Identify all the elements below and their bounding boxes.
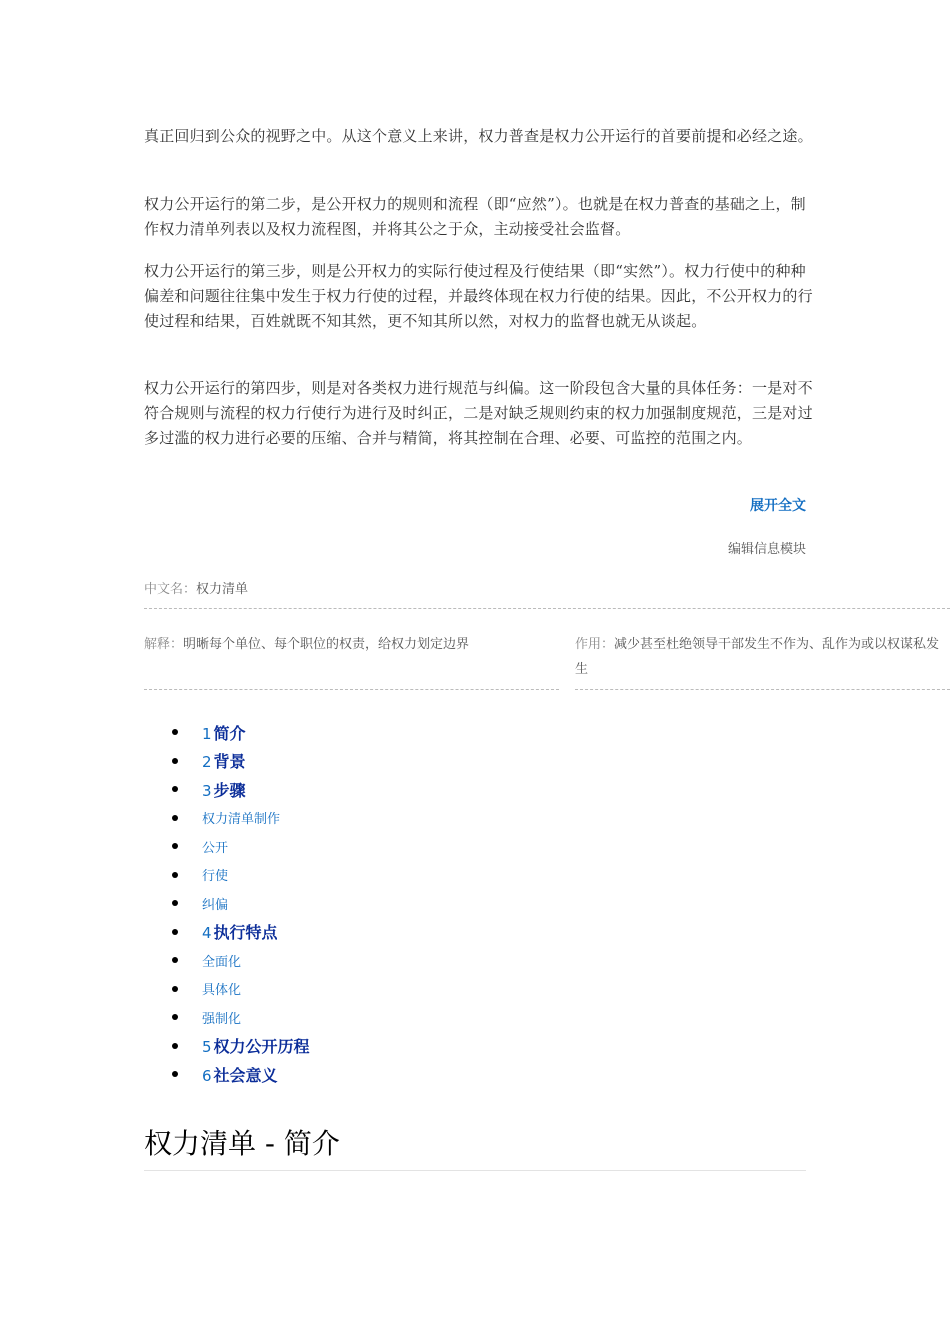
- toc-link[interactable]: [202, 979, 241, 998]
- info-function-label: 作用：: [575, 637, 615, 652]
- toc-item: [172, 747, 310, 776]
- info-chinese-name-label: 中文名：: [144, 582, 197, 597]
- toc-number: 2: [202, 753, 212, 772]
- toc-number: 5: [202, 1038, 212, 1057]
- info-chinese-name-value: 权力清单: [196, 582, 249, 597]
- edit-info-module-link[interactable]: 编辑信息模块: [727, 542, 806, 557]
- toc-item: [172, 832, 310, 861]
- toc-number: 4: [202, 924, 212, 943]
- toc-link[interactable]: [202, 808, 280, 827]
- toc-item: [172, 975, 310, 1004]
- toc-label: 具体化: [202, 983, 242, 999]
- toc-link[interactable]: [202, 1008, 241, 1027]
- toc-item: [172, 718, 310, 747]
- toc-label: 全面化: [202, 954, 242, 970]
- info-divider: [144, 608, 950, 609]
- paragraph-2: 权力公开运行的第二步，是公开权力的规则和流程（即“应然”）。也就是在权力普查的基础之上，制作权力清单列表以及权力流程图，并将其公之于众，主动接受社会监督。: [144, 195, 806, 238]
- table-of-contents: [172, 718, 310, 1089]
- toc-label: 简介: [213, 723, 246, 743]
- info-divider: [144, 689, 559, 690]
- toc-label: 执行特点: [213, 923, 278, 943]
- toc-link[interactable]: [202, 778, 246, 801]
- toc-link[interactable]: [202, 721, 246, 744]
- section-title: 权力清单 - 简介: [144, 1127, 340, 1160]
- info-explanation-value: 明晰每个单位、每个职位的权责，给权力划定边界: [183, 637, 470, 652]
- toc-item: [172, 1032, 310, 1061]
- toc-number: 3: [202, 781, 212, 800]
- toc-item: [172, 918, 310, 947]
- toc-item: [172, 946, 310, 975]
- toc-link[interactable]: [202, 1063, 278, 1086]
- toc-label: 权力清单制作: [202, 812, 281, 828]
- toc-label: 纠偏: [202, 897, 229, 913]
- info-explanation: [144, 632, 559, 657]
- info-chinese-name: [144, 577, 248, 602]
- toc-link[interactable]: [202, 920, 278, 943]
- paragraph-3: 权力公开运行的第三步，则是公开权力的实际行使过程及行使结果（即“实然”）。权力行使中的种种偏差和问题往往集中发生于权力行使的过程，并最终体现在权力行使的结果。因此，不公开权力的行使过程和结果，百姓就既不知其然，更不知其所以然，对权力的监督也就无从谈起。: [144, 262, 813, 330]
- toc-label: 社会意义: [213, 1065, 278, 1085]
- toc-link[interactable]: [202, 951, 241, 970]
- toc-item: [172, 804, 310, 833]
- section-divider: [144, 1170, 806, 1171]
- toc-number: 6: [202, 1066, 212, 1085]
- info-function-value: 减少甚至杜绝领导干部发生不作为、乱作为或以权谋私发生: [575, 637, 940, 677]
- toc-label: 行使: [202, 869, 229, 885]
- toc-number: 1: [202, 724, 212, 743]
- info-function: [575, 632, 950, 682]
- toc-link[interactable]: [202, 749, 246, 772]
- paragraph-4: 权力公开运行的第四步，则是对各类权力进行规范与纠偏。这一阶段包含大量的具体任务：一是对不符合规则与流程的权力行使行为进行及时纠正，二是对缺乏规则约束的权力加强制度规范，三是对过多过滥的权力进行必要的压缩、合并与精简，将其控制在合理、必要、可监控的范围之内。: [144, 379, 813, 447]
- toc-label: 步骤: [213, 780, 246, 800]
- toc-item: [172, 889, 310, 918]
- toc-link[interactable]: [202, 865, 228, 884]
- toc-item: [172, 861, 310, 890]
- toc-item: [172, 1003, 310, 1032]
- info-explanation-label: 解释：: [144, 637, 184, 652]
- paragraph-1: 真正回归到公众的视野之中。从这个意义上来讲，权力普查是权力公开运行的首要前提和必经之途。: [144, 127, 813, 145]
- toc-link[interactable]: [202, 894, 228, 913]
- toc-label: 权力公开历程: [213, 1037, 310, 1057]
- toc-link[interactable]: [202, 1034, 310, 1057]
- toc-label: 背景: [213, 752, 246, 772]
- info-divider: [575, 689, 950, 690]
- toc-link[interactable]: [202, 837, 228, 856]
- toc-item: [172, 1060, 310, 1089]
- expand-full-text-link[interactable]: 展开全文: [750, 497, 806, 513]
- toc-item: [172, 775, 310, 804]
- toc-label: 强制化: [202, 1011, 242, 1027]
- toc-label: 公开: [202, 840, 229, 856]
